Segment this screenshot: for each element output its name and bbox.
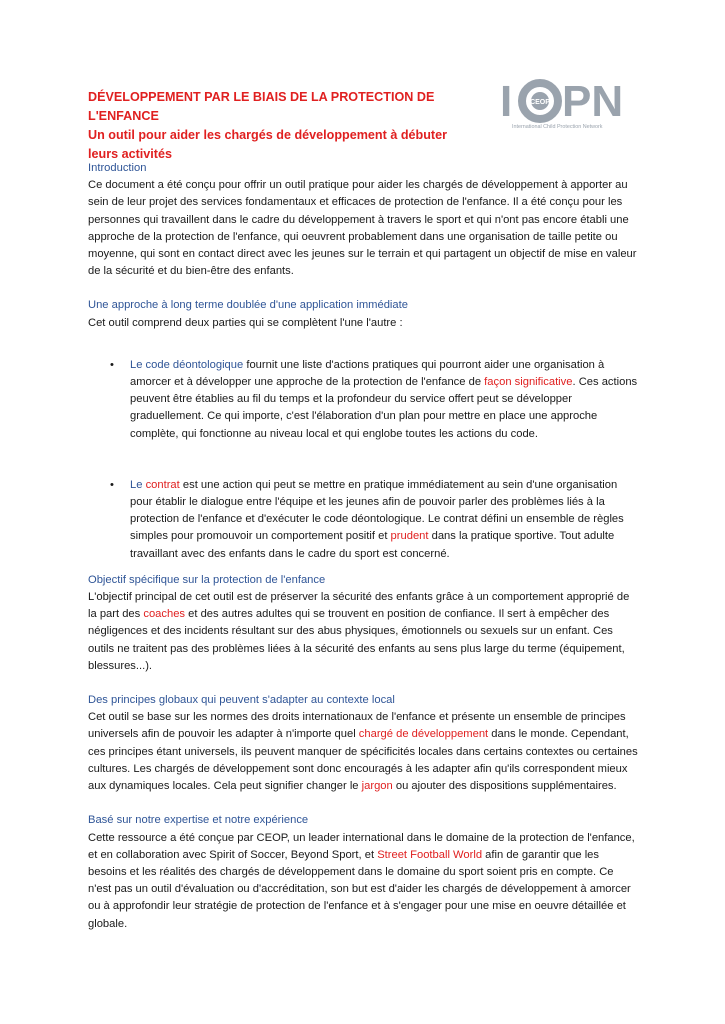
paragraph-approach-lead: Cet outil comprend deux parties qui se complètent l'une l'autre : xyxy=(88,316,403,329)
principles-text-b: dans le monde. Cependant, ces principes étant universels, ils peuvent manquer de spécificités locales dans certains contextes ou certaines cultures. Les chargés de développement sont donc encouragés à les adapter afin qu'ils correspondent mieux aux dynamiques locales. Cela peut signifier changer le xyxy=(88,728,638,793)
heading-approach: Une approche à long terme doublée d'une application immédiate xyxy=(88,299,408,312)
principles-text-a: Cet outil se base sur les normes des droits internationaux de l'enfance et présente un ensemble de principes universels afin de pouvoir les adapter à n'importe quel xyxy=(88,711,626,741)
icpn-logo xyxy=(498,74,640,134)
document-body xyxy=(88,160,638,933)
document-subtitle: Un outil pour aider les chargés de développement à débuter leurs activités xyxy=(88,128,448,161)
highlight-facon: façon significative xyxy=(484,376,573,389)
highlight-prudent: prudent xyxy=(390,530,429,543)
approach-list xyxy=(88,357,638,563)
code-text-b: . Ces actions peuvent être établies au fil du temps et la profondeur du service offert peut se développer graduellement. Ce qui importe, c'est l'élaboration d'un plan pour mettre en place une approche complète, qui fonctionne au niveau local et qui englobe toutes les actions du code. xyxy=(130,376,638,440)
document-title: DÉVELOPPEMENT PAR LE BIAIS DE LA PROTECTION DE L'ENFANCE xyxy=(88,90,435,123)
highlight-coaches: coaches xyxy=(143,608,186,621)
heading-principles: Des principes globaux qui peuvent s'adapter au contexte local xyxy=(88,694,395,707)
paragraph-principles xyxy=(88,709,638,795)
list-item-code xyxy=(88,357,638,443)
highlight-charge: chargé de développement xyxy=(358,728,489,741)
paragraph-introduction: Ce document a été conçu pour offrir un outil pratique pour aider les chargés de développement à apporter au sein de leur projet des services fondamentaux et efficaces de protection de l'enfance. Il a été conçu pour les personnes qui travaillent dans le cadre du développement à travers le sport et qui n'ont pas encore établi une approche de la protection de l'enfance, qui oeuvrent probablement dans une organisation de taille petite ou moyenne, qui sont en contact direct avec les jeunes sur le terrain et qui partagent un objectif de mise en valeur de la sécurité et du bien-être des enfants. xyxy=(88,179,637,278)
logo-badge: CEOP xyxy=(530,99,550,106)
contrat-text-a: est une action qui peut se mettre en pratique immédiatement au sein d'une organisation pour établir le dialogue entre l'équipe et les jeunes afin de pouvoir parler des problèmes liés à la protection de l'enfance et d'exécuter le code déontologique. Le contrat défini un ensemble de règles simples pour promouvoir un comportement positif et xyxy=(130,478,624,543)
contrat-text-b: dans la pratique sportive. Tout adulte travaillant avec des enfants dans le cadre du sport est concerné. xyxy=(130,530,615,560)
contrat-prefix: Le xyxy=(130,478,146,491)
heading-introduction: Introduction xyxy=(88,162,147,174)
term-code: Le code déontologique xyxy=(130,358,244,371)
heading-expertise: Basé sur notre expertise et notre expérience xyxy=(88,814,309,827)
highlight-jargon: jargon xyxy=(361,780,393,793)
list-item-contrat xyxy=(88,477,638,563)
logo-letters-pn: PN xyxy=(562,77,624,126)
paragraph-expertise xyxy=(88,830,638,933)
expertise-text-b: afin de garantir que les besoins et les réalités des chargés de développement dans le domaine du sport soient pris en compte. Ce n'est pas un outil d'évaluation ou d'accréditation, son but est d'aider les chargés de développement à amorcer ou à approfondir leur stratégie de protection de l'enfance et à s'engager pour une mise en oeuvre détaillée et globale. xyxy=(88,848,631,930)
objective-text-a: L'objectif principal de cet outil est de préserver la sécurité des enfants grâce à un comportement approprié de la part des xyxy=(88,591,630,621)
paragraph-objective xyxy=(88,589,638,675)
bullet-icon: • xyxy=(110,358,114,371)
title-block xyxy=(88,88,478,164)
bullet-icon: • xyxy=(110,478,114,491)
code-text-a: fournit une liste d'actions pratiques qui pourront aider une organisation à amorcer et à développer une approche de la protection de l'enfance de xyxy=(130,358,605,389)
objective-text-b: et des autres adultes qui se trouvent en position de confiance. Il sert à empêcher des négligences et des incidents résultant sur des abus physiques, émotionnels ou sexuels sur un enfant. Ces outils ne traitent pas des problèmes liées à la sécurité des enfants au sens plus large du terme (équipement, blessures...). xyxy=(88,608,625,672)
highlight-street-football: Street Football World xyxy=(377,848,483,861)
logo-tagline: International Child Protection Network xyxy=(512,124,603,130)
term-contrat: contrat xyxy=(145,478,180,491)
expertise-text-a: Cette ressource a été conçue par CEOP, un leader international dans le domaine de la protection de l'enfance, et en collaboration avec Spirit of Soccer, Beyond Sport, et xyxy=(88,831,635,861)
heading-objective: Objectif spécifique sur la protection de l'enfance xyxy=(88,573,326,586)
logo-letter-i: I xyxy=(500,77,513,126)
principles-text-c: ou ajouter des dispositions supplémentaires. xyxy=(392,780,617,793)
